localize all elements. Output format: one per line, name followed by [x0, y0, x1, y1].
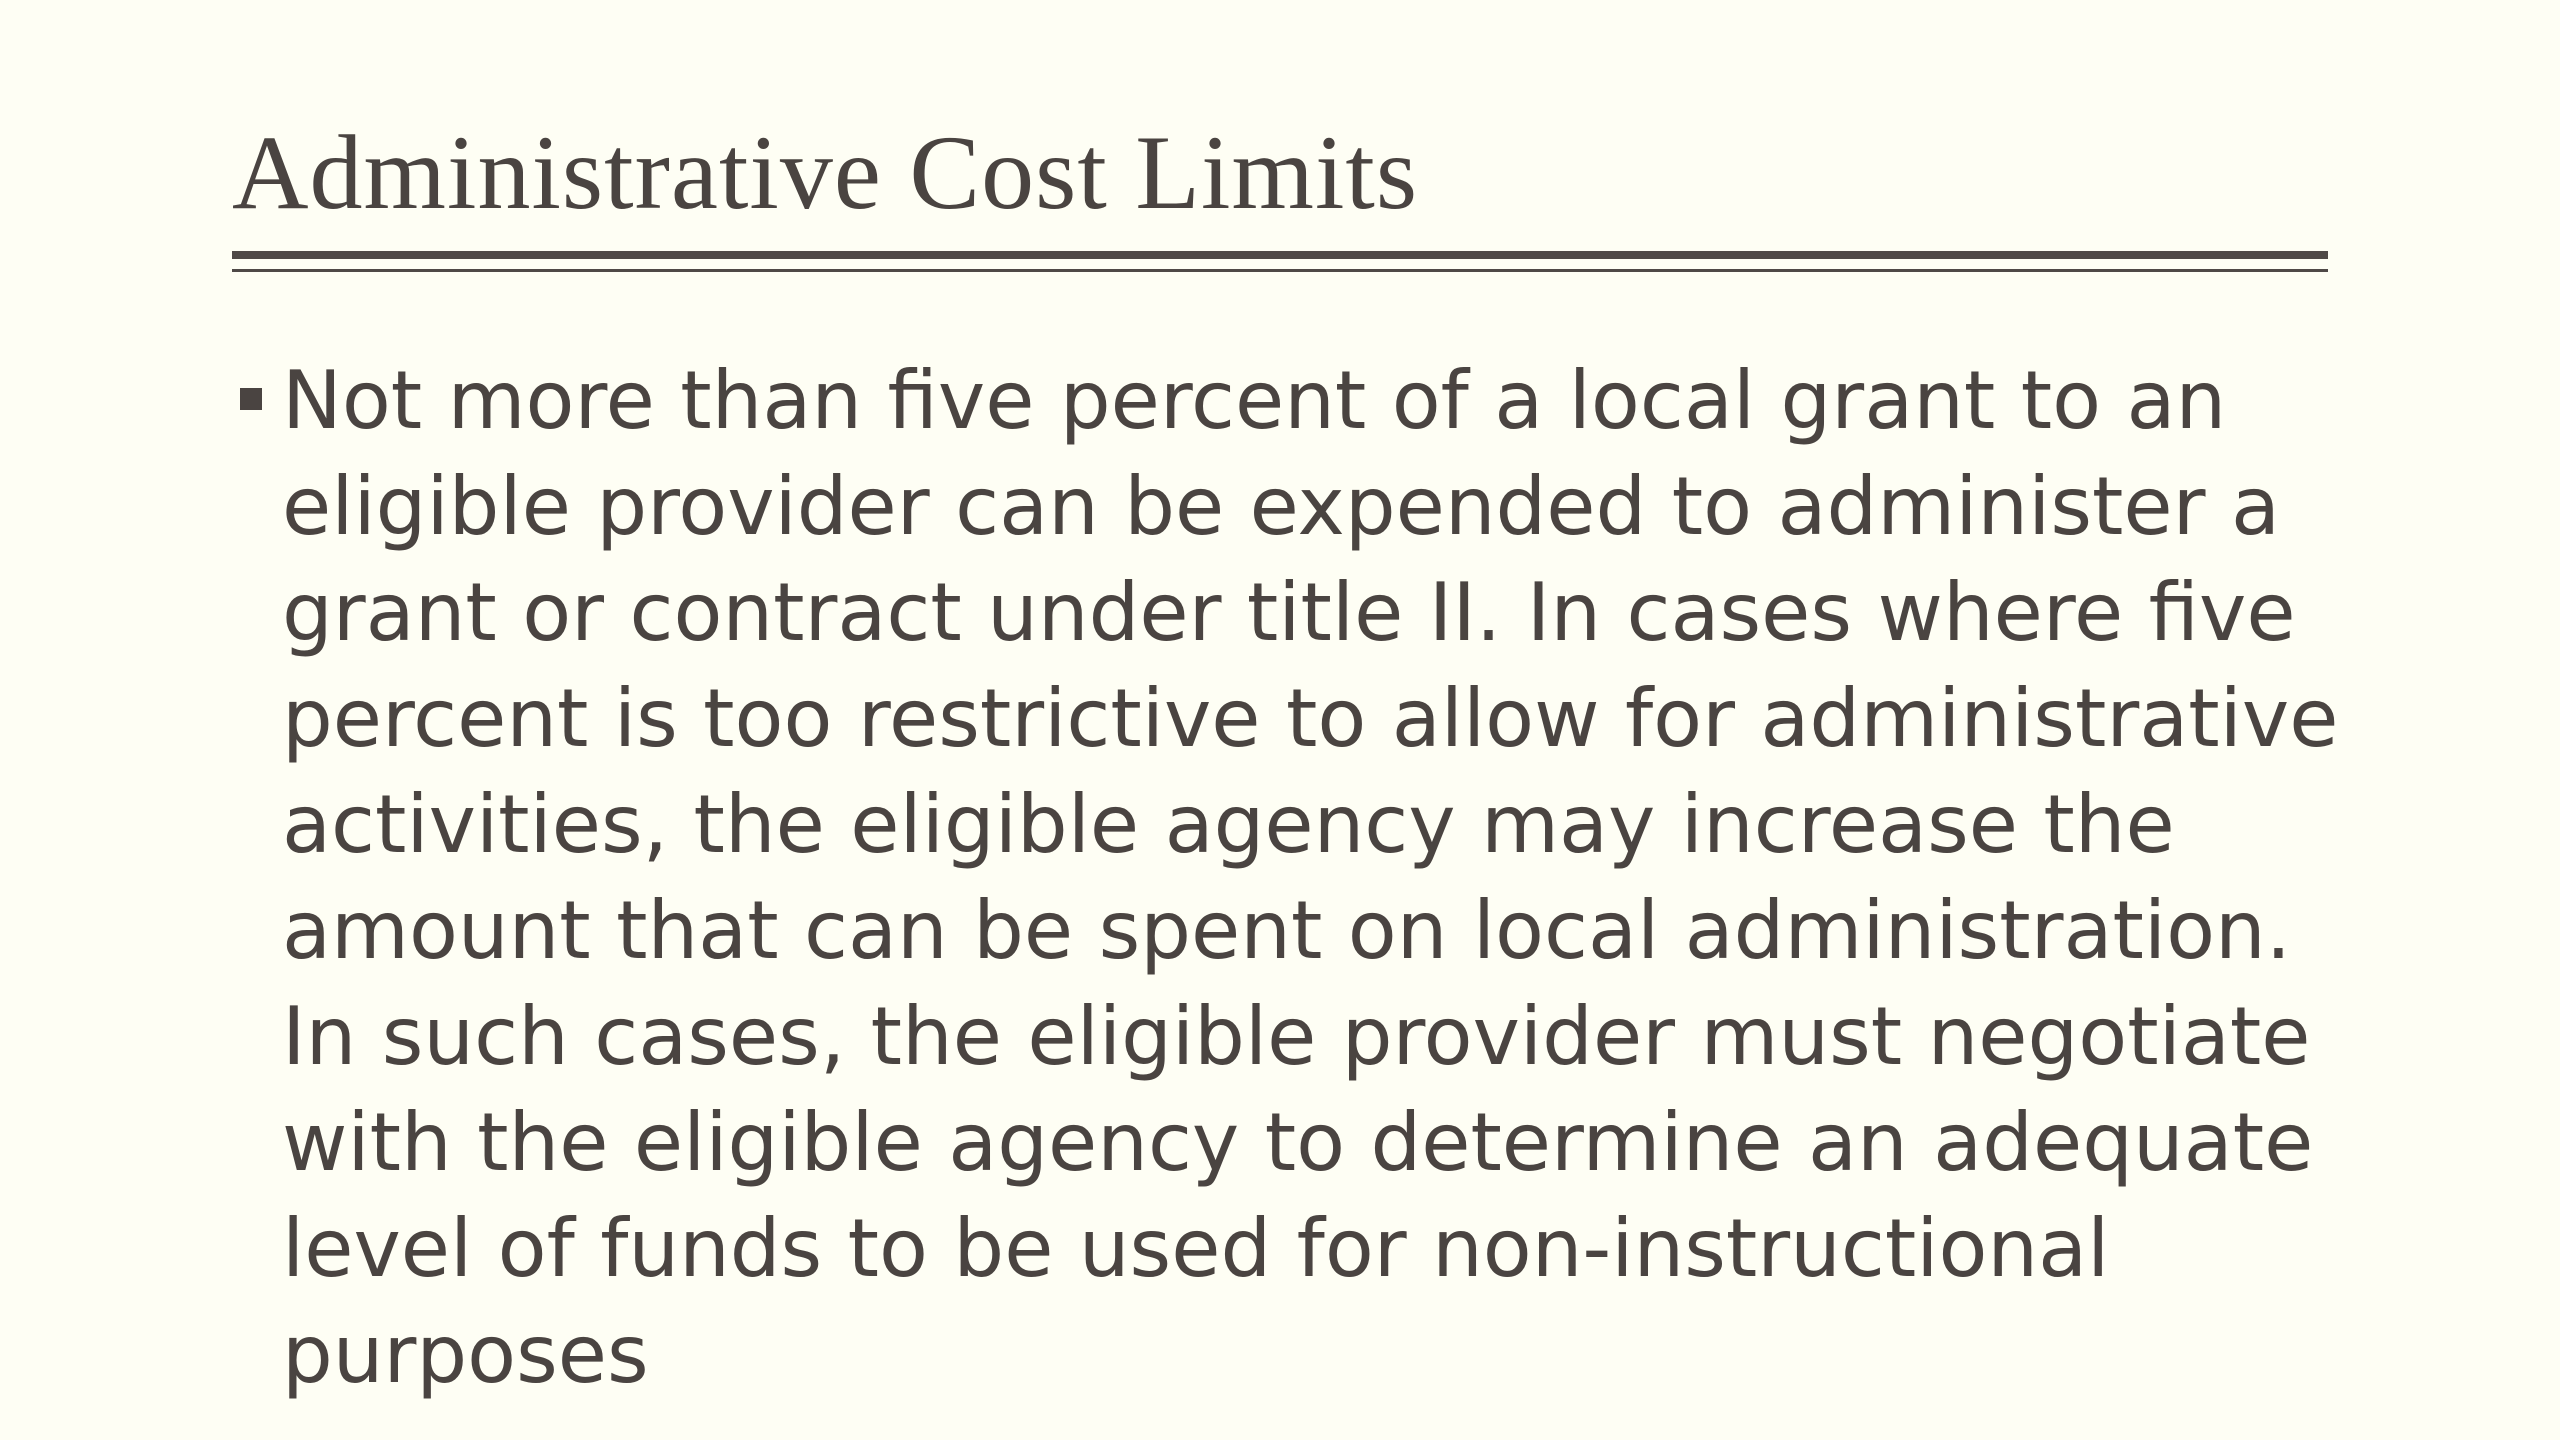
bullet-text-line: activities, the eligible agency may increase the	[282, 778, 2175, 871]
bullet-text-line: eligible provider can be expended to administer a	[282, 460, 2280, 553]
bullet-text-line: purposes	[282, 1308, 649, 1401]
bullet-item	[232, 348, 2362, 1408]
bullet-text-line: Not more than five percent of a local grant to an	[282, 354, 2227, 447]
bullet-text-line: In such cases, the eligible provider must negotiate	[282, 990, 2311, 1083]
bullet-text-line: grant or contract under title II. In cases where five	[282, 566, 2296, 659]
title-divider-thick	[232, 251, 2328, 259]
slide-title: Administrative Cost Limits	[232, 114, 1419, 231]
bullet-text-line: amount that can be spent on local administration.	[282, 884, 2292, 977]
bullet-text-line: percent is too restrictive to allow for administrative	[282, 672, 2339, 765]
bullet-text-line: level of funds to be used for non-instructional	[282, 1202, 2110, 1295]
bullet-list	[232, 348, 2362, 1408]
bullet-text-line: with the eligible agency to determine an adequate	[282, 1096, 2314, 1189]
title-divider-thin	[232, 269, 2328, 272]
square-bullet-icon	[240, 388, 262, 410]
